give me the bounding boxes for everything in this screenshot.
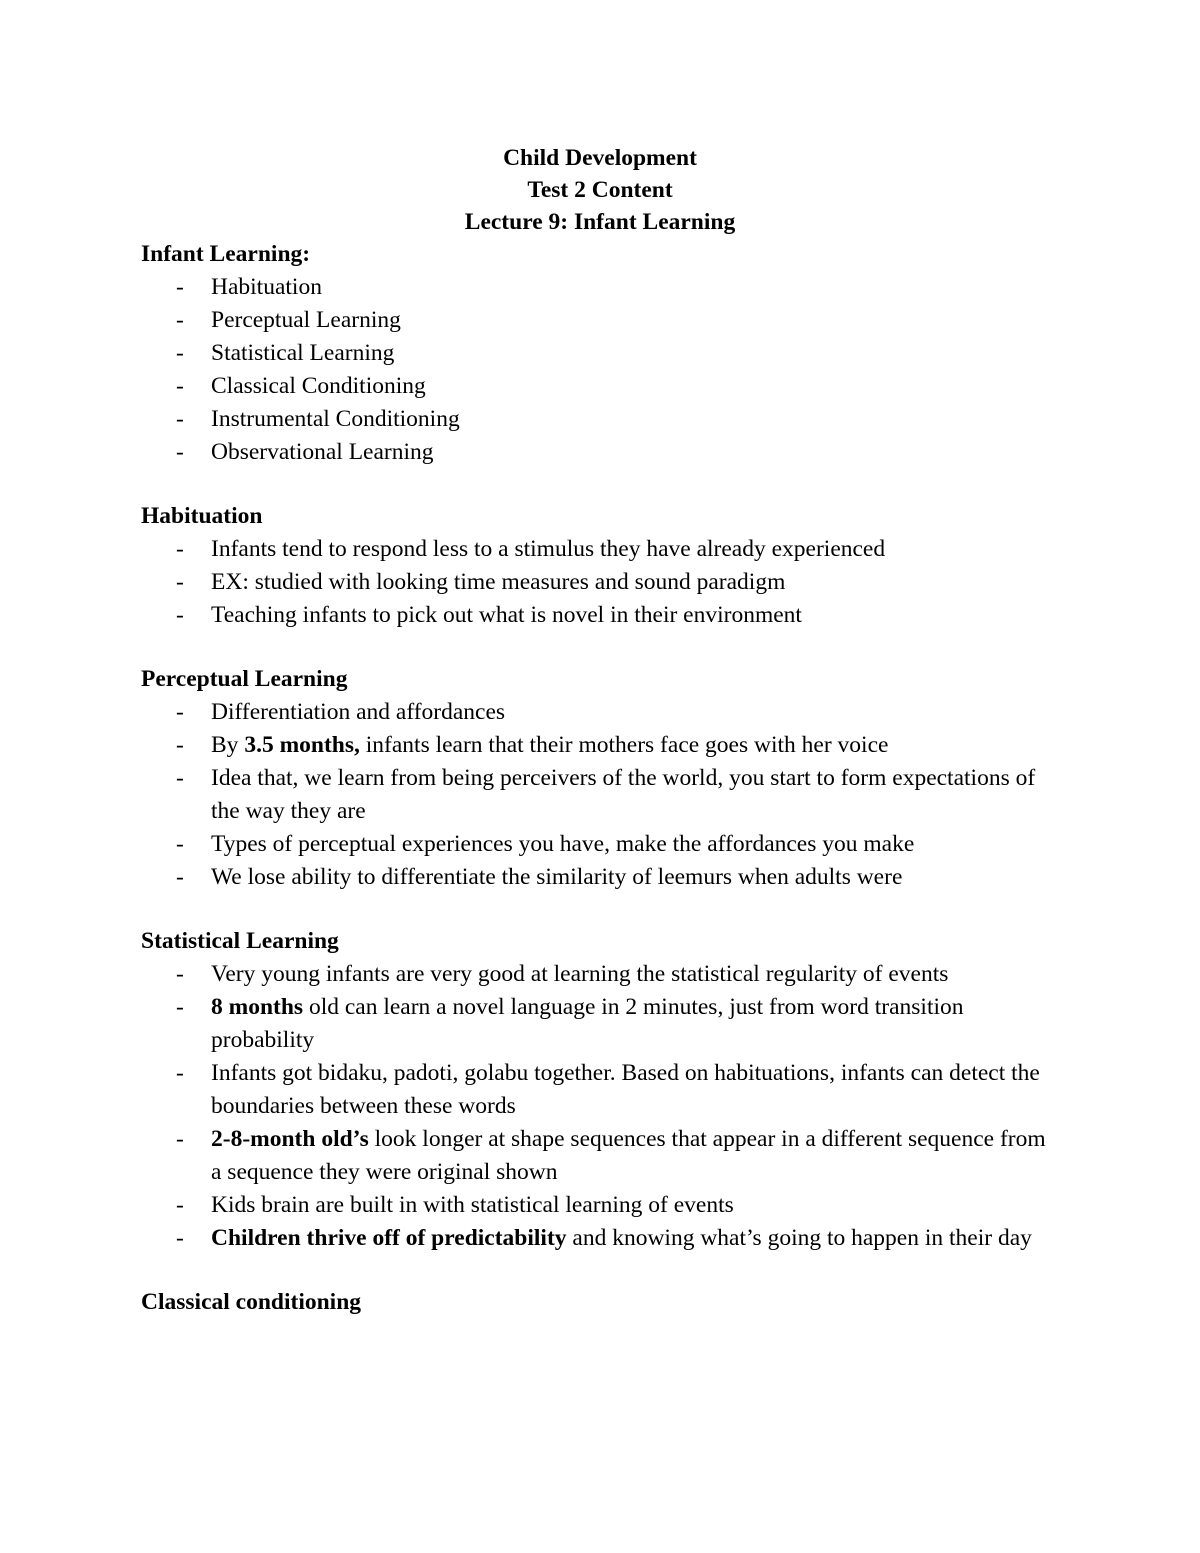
- test-title: Test 2 Content: [527, 177, 673, 203]
- document-body: [141, 238, 1061, 1319]
- bold-text: Children thrive off of predictability: [211, 1225, 567, 1251]
- list-item: - Differentiation and affordances: [141, 696, 1061, 729]
- dash-bullet-icon: -: [176, 765, 184, 791]
- dash-bullet-icon: -: [176, 340, 184, 366]
- dash-bullet-icon: -: [176, 569, 184, 595]
- list-item: - 8 months old can learn a novel language in 2 minutes, just from word transition probability: [141, 991, 1061, 1057]
- list-item: - 2-8-month old’s look longer at shape sequences that appear in a different sequence from a sequence they were original shown: [141, 1123, 1061, 1189]
- document-title-block: [0, 142, 1200, 238]
- section-spacer: [141, 1255, 1061, 1286]
- bold-text: 3.5 months,: [244, 732, 360, 758]
- dash-bullet-icon: -: [176, 274, 184, 300]
- section: [141, 238, 1061, 469]
- dash-bullet-icon: -: [176, 699, 184, 725]
- dash-bullet-icon: -: [176, 1126, 184, 1152]
- list-item: - Observational Learning: [141, 436, 1061, 469]
- section-heading: Perceptual Learning: [141, 666, 348, 692]
- section-spacer: [141, 894, 1061, 925]
- list-item: - Classical Conditioning: [141, 370, 1061, 403]
- bullet-list: [141, 958, 1061, 1255]
- section: [141, 663, 1061, 894]
- dash-bullet-icon: -: [176, 1192, 184, 1218]
- section: [141, 1286, 1061, 1319]
- section: [141, 500, 1061, 632]
- bullet-list: [141, 271, 1061, 469]
- list-item: - We lose ability to differentiate the similarity of leemurs when adults were: [141, 861, 1061, 894]
- dash-bullet-icon: -: [176, 536, 184, 562]
- list-item: - Habituation: [141, 271, 1061, 304]
- list-item: - Very young infants are very good at learning the statistical regularity of events: [141, 958, 1061, 991]
- section-spacer: [141, 469, 1061, 500]
- section-heading: Classical conditioning: [141, 1289, 362, 1315]
- bold-text: 2-8-month old’s: [211, 1126, 369, 1152]
- dash-bullet-icon: -: [176, 994, 184, 1020]
- bullet-list: [141, 533, 1061, 632]
- list-item: - By 3.5 months, infants learn that their mothers face goes with her voice: [141, 729, 1061, 762]
- list-item: - Teaching infants to pick out what is novel in their environment: [141, 599, 1061, 632]
- list-item: - EX: studied with looking time measures and sound paradigm: [141, 566, 1061, 599]
- section-heading: Statistical Learning: [141, 928, 339, 954]
- list-item: - Kids brain are built in with statistical learning of events: [141, 1189, 1061, 1222]
- dash-bullet-icon: -: [176, 439, 184, 465]
- dash-bullet-icon: -: [176, 961, 184, 987]
- section: [141, 925, 1061, 1255]
- list-item: - Idea that, we learn from being perceivers of the world, you start to form expectations of the way they are: [141, 762, 1061, 828]
- list-item: - Statistical Learning: [141, 337, 1061, 370]
- course-title: Child Development: [503, 145, 697, 171]
- bold-text: 8 months: [211, 994, 304, 1020]
- dash-bullet-icon: -: [176, 732, 184, 758]
- dash-bullet-icon: -: [176, 864, 184, 890]
- list-item: - Infants tend to respond less to a stimulus they have already experienced: [141, 533, 1061, 566]
- list-item: - Children thrive off of predictability and knowing what’s going to happen in their day: [141, 1222, 1061, 1255]
- dash-bullet-icon: -: [176, 406, 184, 432]
- list-item: - Infants got bidaku, padoti, golabu together. Based on habituations, infants can detect the boundaries between these words: [141, 1057, 1061, 1123]
- list-item: - Instrumental Conditioning: [141, 403, 1061, 436]
- section-heading: Habituation: [141, 503, 263, 529]
- dash-bullet-icon: -: [176, 1225, 184, 1251]
- dash-bullet-icon: -: [176, 373, 184, 399]
- list-item: - Types of perceptual experiences you have, make the affordances you make: [141, 828, 1061, 861]
- dash-bullet-icon: -: [176, 602, 184, 628]
- dash-bullet-icon: -: [176, 1060, 184, 1086]
- section-spacer: [141, 632, 1061, 663]
- section-heading: Infant Learning:: [141, 241, 311, 267]
- lecture-title: Lecture 9: Infant Learning: [464, 209, 736, 235]
- dash-bullet-icon: -: [176, 307, 184, 333]
- bullet-list: [141, 696, 1061, 894]
- dash-bullet-icon: -: [176, 831, 184, 857]
- list-item: - Perceptual Learning: [141, 304, 1061, 337]
